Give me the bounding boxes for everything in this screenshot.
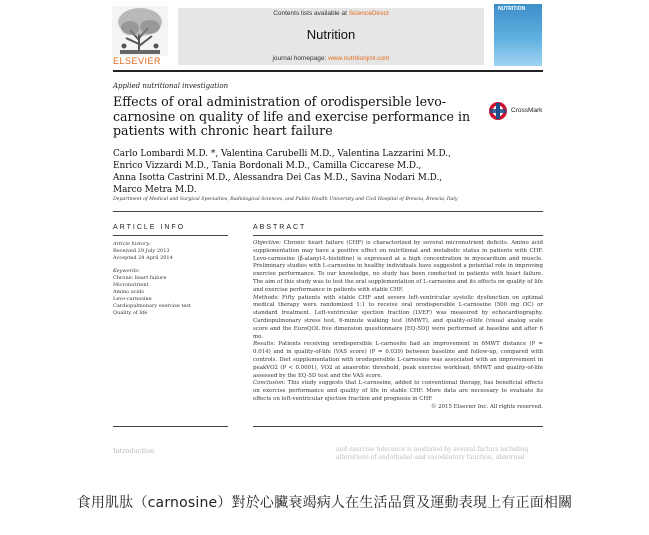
objective-text: Chronic heart failure (CHF) is characterized by several micronutrient deficits. Amino acid supplementation may have a positive effect on nutritional and metabolic status in patients with CHF. Levo-carnosine (β-alanyl-L-histidine) is expressed at a high concentration in myocardium and muscle. Preliminary studies with L-carnosine in healthy individuals have suggested a potential role in improving exercise performance. To our knowledge, no study has been conducted in patients with heart failure. The aim of this study was to test the oral supplementation of L-carnosine and its effects on quality of life and exercise performance in patients with stable CHF.	[253, 240, 543, 293]
history-label: Article history:	[113, 241, 151, 247]
image-caption: 食用肌肽（carnosine）對於心臟衰竭病人在生活品質及運動表現上有正面相關	[76, 495, 573, 511]
conclusion-label: Conclusion:	[253, 380, 286, 387]
author-line: Enrico Vizzardi M.D., Tania Bordonali M.D., Camilla Ciccarese M.D.,	[113, 161, 422, 171]
author-affiliation: Department of Medical and Surgical Specialties, Radiological Sciences, and Public Health University and Civil Hospital of Brescia, Brescia, Italy	[113, 197, 458, 202]
article-info	[113, 241, 233, 317]
author-line: Carlo Lombardi M.D. *, Valentina Carubelli M.D., Valentina Lazzarini M.D.,	[113, 149, 451, 159]
keyword-item: Amino acids	[113, 289, 144, 295]
publisher-wordmark: ELSEVIER	[113, 56, 162, 66]
abstract-body	[253, 240, 543, 425]
abstract-bottom-rule	[253, 426, 543, 427]
results-text: Patients receiving orodispersible L-carnosite had an improvement in 6MWT distance (P = 0.014) and in quality-of-life (VAS score) (P = 0.039) between baseline and follow-up, compared with controls. Diet supplementation with orodispersible L-carnosine was associated with an improvement in peakVO2 (P < 0.0001), VO2 at anaerobic threshold, peak exercise workload, 6MWT and quality-of-life assessed by the EQ-5D test and the VAS score.	[253, 341, 543, 379]
article-title: Effects of oral administration of orodispersible levo-carnosine on quality of life and exercise performance in patients with chronic heart failure	[113, 94, 471, 139]
author-line: Marco Metra M.D.	[113, 185, 197, 195]
conclusion-text: This study suggests that L-carnosine, added to conventional therapy, has beneficial effects on exercise performance and quality of life in stable CHF. More data are necessary to evaluate its effects on left-ventricular ejection fraction and prognosis in CHF.	[253, 380, 543, 402]
keyword-item: Micronutrient	[113, 282, 149, 288]
keyword-item: Quality of life	[113, 310, 148, 316]
info-rule	[113, 235, 228, 236]
journal-banner	[178, 8, 484, 65]
article-info-heading: ARTICLE INFO	[113, 224, 186, 231]
contents-line	[178, 10, 484, 17]
abstract-objective	[253, 240, 543, 295]
received-date: Received 29 July 2013	[113, 248, 170, 254]
journal-cover-image	[494, 4, 542, 66]
homepage-prefix: journal homepage:	[272, 55, 329, 62]
section-label: Applied nutritional investigation	[113, 82, 229, 90]
cover-title: NUTRITION	[498, 6, 526, 12]
affiliation-rule	[113, 211, 543, 212]
header-rule	[113, 70, 543, 72]
abstract-heading: ABSTRACT	[253, 224, 307, 231]
copyright-line: © 2015 Elsevier Inc. All rights reserved.	[430, 403, 543, 410]
methods-label: Methods:	[253, 294, 279, 301]
journal-homepage-link[interactable]: www.nutritionjrnl.com	[328, 55, 390, 62]
author-line: Anna Isotta Castrini M.D., Alessandra Dei Cas M.D., Savina Nodari M.D.,	[113, 173, 443, 183]
crossmark-label[interactable]: CrossMark	[511, 107, 543, 114]
contents-prefix: Contents lists available at	[273, 10, 349, 17]
methods-text: Fifty patients with stable CHF and severe left-ventricular systolic dysfunction on optimal medical therapy were randomized 1:1 to receive oral orodispersible L-carnosine (500 mg OC) or standard treatment. Left-ventricular ejection fraction (LVEF) was measured by echocardiography. Cardiopulmonary stress test, 6-minute walking test (6MWT), and quality-of-life (visual analog scale score and the EuroQOL five dimension questionnaire [EQ-5D]) were performed at baseline and after 6 mo.	[253, 294, 543, 340]
keyword-item: Levo-carnosine	[113, 296, 152, 302]
journal-name: Nutrition	[306, 27, 356, 42]
body-text-preview: and exercise tolerance is mediated by several factors including alterations of endothelial and vasodilatory function, abnormal	[336, 446, 529, 461]
keyword-item: Cardiopulmonary exercise test	[113, 303, 191, 309]
abstract-methods	[253, 295, 543, 342]
keyword-item: Chronic heart failure	[113, 275, 167, 281]
abstract-conclusion	[253, 380, 543, 403]
homepage-line	[178, 55, 484, 62]
introduction-heading: Introduction	[113, 447, 155, 455]
info-bottom-rule	[113, 426, 228, 427]
results-label: Results:	[253, 341, 276, 348]
accepted-date: Accepted 24 April 2014	[113, 255, 173, 261]
author-list	[113, 148, 453, 196]
abstract-results	[253, 341, 543, 380]
abstract-rule	[253, 235, 543, 236]
keywords-label: Keywords:	[113, 268, 140, 274]
objective-label: Objective:	[253, 240, 281, 246]
sciencedirect-link[interactable]: ScienceDirect	[348, 10, 389, 17]
